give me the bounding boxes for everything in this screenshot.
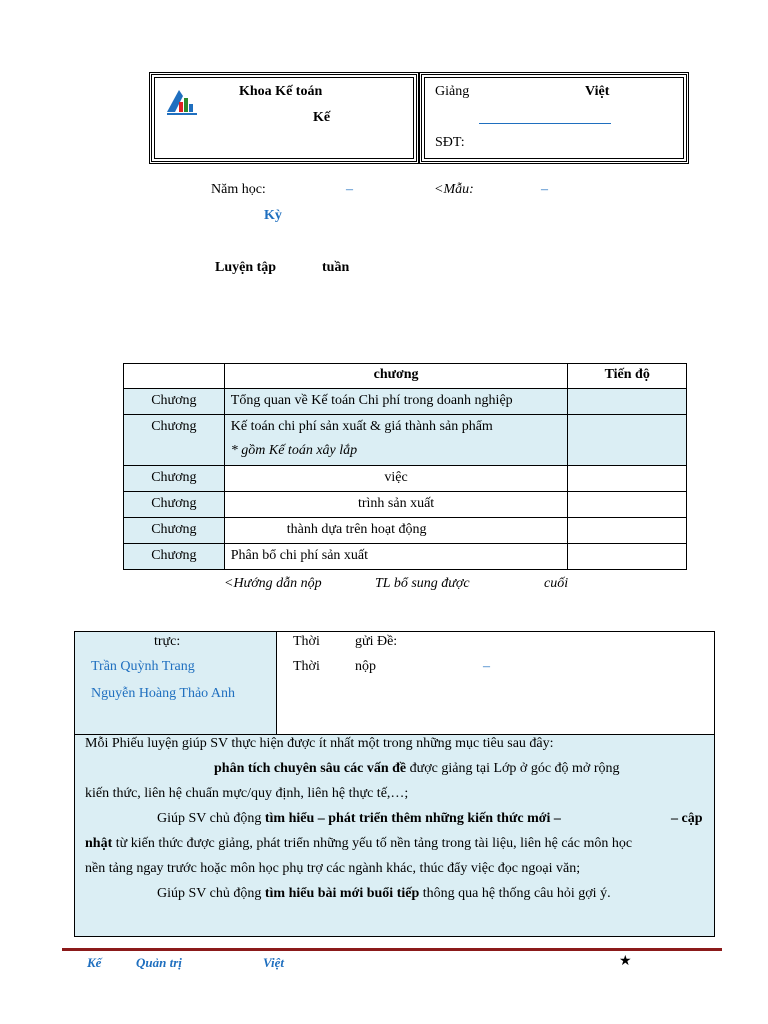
- template-dash: –: [541, 182, 548, 197]
- header-left-box: [149, 72, 419, 164]
- chapter-label: Chương: [124, 518, 225, 544]
- chapter-title: Phân bổ chi phí sản xuất: [224, 544, 568, 570]
- objective-3-bold: tìm hiểu bài mới buổi tiếp: [264, 886, 420, 901]
- instructor-name-1: Trần Quỳnh Trang: [91, 659, 195, 674]
- objectives-intro: Mỗi Phiếu luyện giúp SV thực hiện được ít nhất một trong những mục tiêu sau đây:: [85, 736, 554, 751]
- chapter-title: việc: [224, 466, 568, 492]
- objective-2-line2: [85, 836, 632, 852]
- chapter-progress: [568, 466, 687, 492]
- objective-2-line3: nền tảng ngay trước hoặc môn học phụ trợ các ngành khác, thúc đẩy việc đọc ngoại văn;: [85, 861, 581, 876]
- objective-2-line2-bold: nhật: [85, 836, 113, 851]
- chapter-progress: [568, 518, 687, 544]
- chapter-progress: [568, 492, 687, 518]
- submit-time-dash: –: [483, 659, 490, 674]
- objective-2-start: Giúp SV chủ động: [157, 811, 262, 826]
- chapter-progress: [568, 544, 687, 570]
- objective-1-line2: kiến thức, liên hệ chuẩn mực/quy định, liên hệ thực tế,…;: [85, 786, 409, 801]
- term-label: Kỳ: [264, 208, 282, 223]
- lecturer-value: Việt: [585, 84, 610, 99]
- objective-2-end: – cập: [671, 811, 703, 826]
- objective-2-bold: tìm hiểu – phát triển thêm những kiến thức mới –: [264, 811, 561, 826]
- chapter-label: Chương: [124, 389, 225, 415]
- header-right-inner: [424, 77, 684, 159]
- objective-2-line1: [157, 811, 561, 827]
- footer-text-2: Quản trị: [136, 955, 182, 970]
- time-cell: [277, 632, 714, 735]
- send-time-suffix: gửi Đề:: [355, 634, 398, 649]
- header-right-box: [419, 72, 689, 164]
- objective-2-line2-rest: từ kiến thức được giảng, phát triển những yếu tố nền tảng trong tài liệu, liên hệ các môn học: [115, 836, 633, 851]
- submit-time-label: Thời: [293, 659, 320, 674]
- table-row: [124, 466, 687, 492]
- table-row: [124, 415, 687, 466]
- chapter-progress: [568, 415, 687, 466]
- chapter-progress: [568, 389, 687, 415]
- chapter-table: [123, 363, 687, 570]
- submission-note-1: <Hướng dẫn nộp: [224, 576, 322, 591]
- school-logo-icon: [165, 86, 199, 116]
- table-header-col3: Tiến độ: [568, 364, 687, 389]
- objective-3-rest: thông qua hệ thống câu hỏi gợi ý.: [422, 886, 611, 901]
- instructor-cell: [75, 632, 277, 735]
- submission-note-2: TL bổ sung được: [375, 576, 470, 591]
- faculty-sub: Kế: [313, 110, 331, 125]
- send-time-label: Thời: [293, 634, 320, 649]
- chapter-label: Chương: [124, 466, 225, 492]
- chapter-title: trình sản xuất: [224, 492, 568, 518]
- email-underline: [479, 123, 611, 124]
- objective-1-bold: phân tích chuyên sâu các vấn đề: [214, 761, 407, 776]
- submission-note-3: cuối: [544, 576, 569, 591]
- instructor-name-2: Nguyễn Hoàng Thảo Anh: [91, 686, 235, 701]
- practice-title: Luyện tập: [215, 260, 277, 275]
- table-row: [124, 544, 687, 570]
- chapter-title: Tổng quan về Kế toán Chi phí trong doanh nghiệp: [224, 389, 568, 415]
- footer-star-icon: ★: [619, 954, 632, 969]
- table-header-col1: [124, 364, 225, 389]
- header-left-inner: [154, 77, 414, 159]
- lecturer-label: Giảng: [435, 84, 470, 99]
- chapter-title-cell: [224, 415, 568, 466]
- submit-time-suffix: nộp: [355, 659, 376, 674]
- footer-text-1: Kế: [87, 955, 102, 970]
- objective-1-line1: [214, 761, 620, 777]
- info-box: [74, 631, 715, 937]
- school-year-label: Năm học:: [211, 182, 266, 197]
- chapter-title: Kế toán chi phí sản xuất & giá thành sản phẩm: [230, 419, 493, 434]
- objective-3-start: Giúp SV chủ động: [157, 886, 262, 901]
- table-row: [124, 389, 687, 415]
- objective-3: [157, 886, 611, 902]
- template-label: <Mẫu:: [434, 182, 474, 197]
- instructor-label: trực:: [154, 634, 181, 649]
- chapter-label: Chương: [124, 415, 225, 466]
- table-header-row: [124, 364, 687, 389]
- practice-week: tuần: [322, 260, 350, 275]
- table-row: [124, 492, 687, 518]
- faculty-name: Khoa Kế toán: [239, 84, 323, 99]
- chapter-title: thành dựa trên hoạt động: [224, 518, 568, 544]
- table-header-col2: chương: [224, 364, 568, 389]
- chapter-label: Chương: [124, 544, 225, 570]
- objective-1-rest: được giảng tại Lớp ở góc độ mở rộng: [409, 761, 620, 776]
- table-row: [124, 518, 687, 544]
- footer-text-3: Việt: [263, 955, 284, 970]
- school-year-dash: –: [346, 182, 353, 197]
- phone-label: SĐT:: [435, 135, 465, 150]
- footer-rule: [62, 948, 722, 951]
- chapter-label: Chương: [124, 492, 225, 518]
- chapter-note: * gồm Kế toán xây lắp: [230, 443, 358, 458]
